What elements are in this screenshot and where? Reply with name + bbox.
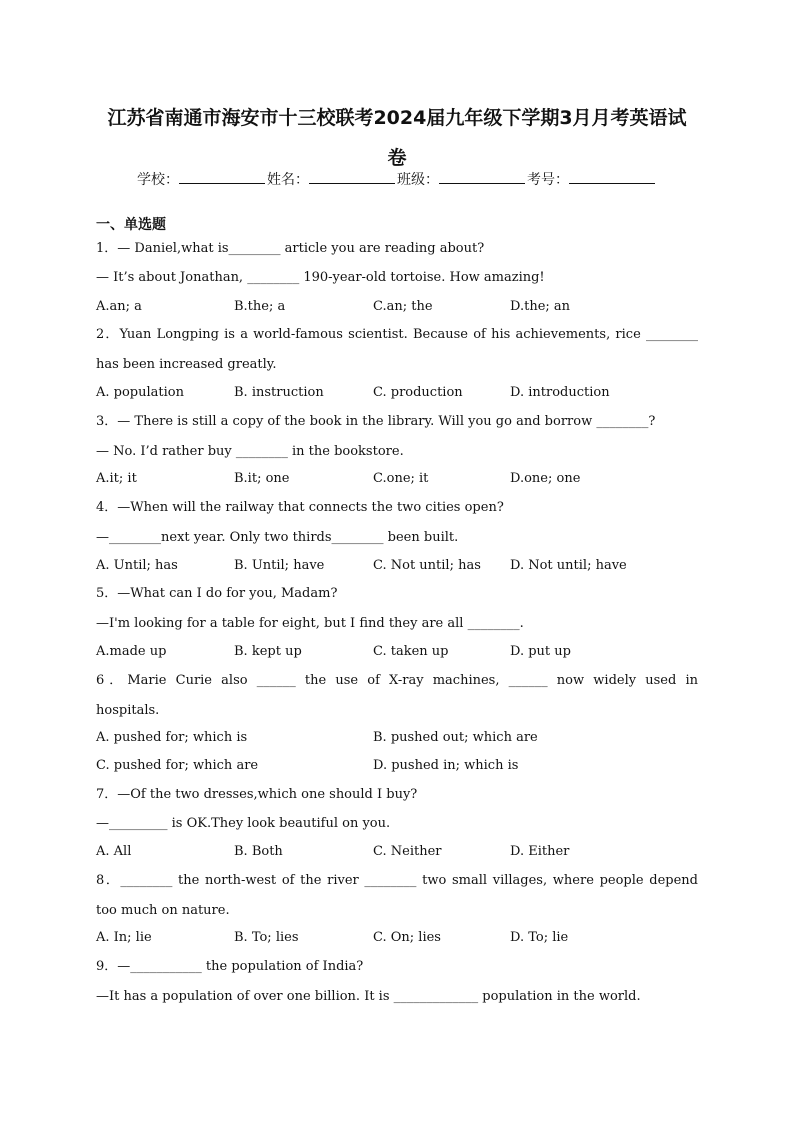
page-title — [90, 98, 704, 178]
question-7-option-b[interactable]: B. Both — [234, 844, 283, 859]
question-1-option-d[interactable]: D.the; an — [510, 299, 571, 314]
question-7-line-1: 7．—Of the two dresses,which one should I buy? — [96, 787, 418, 802]
question-1-option-a[interactable]: A.an; a — [96, 299, 142, 314]
question-5-option-d[interactable]: D. put up — [510, 644, 571, 659]
question-8-option-c[interactable]: C. On; lies — [373, 930, 441, 945]
question-2-option-b[interactable]: B. instruction — [234, 385, 324, 400]
question-8-option-a[interactable]: A. In; lie — [96, 930, 152, 945]
question-4-line-2: —________next year. Only two thirds________ been built. — [96, 530, 459, 545]
name-label: 姓名： — [267, 172, 309, 188]
question-8-line-1: 8．________ the north-west of the river ________ two small villages, where people depend — [96, 873, 698, 888]
question-9-line-2: —It has a population of over one billion. It is _____________ population in the world. — [96, 989, 641, 1004]
question-1-option-c[interactable]: C.an; the — [373, 299, 433, 314]
school-blank[interactable] — [179, 169, 265, 184]
question-3-line-1: 3．— There is still a copy of the book in the library. Will you go and borrow ________? — [96, 414, 656, 429]
question-8-line-2: too much on nature. — [96, 903, 230, 918]
question-4-option-b[interactable]: B. Until; have — [234, 558, 325, 573]
question-9-line-1: 9．—___________ the population of India? — [96, 959, 364, 974]
student-info-row — [0, 169, 794, 191]
question-6-line-2: hospitals. — [96, 703, 160, 718]
question-2-line-1: 2．Yuan Longping is a world-famous scientist. Because of his achievements, rice ________ — [96, 327, 698, 342]
question-6-option-a[interactable]: A. pushed for; which is — [96, 730, 248, 745]
question-8-option-b[interactable]: B. To; lies — [234, 930, 299, 945]
question-3-option-b[interactable]: B.it; one — [234, 471, 290, 486]
question-4-option-a[interactable]: A. Until; has — [96, 558, 178, 573]
question-7-option-c[interactable]: C. Neither — [373, 844, 442, 859]
question-3-line-2: — No. I’d rather buy ________ in the bookstore. — [96, 444, 404, 459]
class-blank[interactable] — [439, 169, 525, 184]
class-label: 班级： — [397, 172, 439, 188]
question-5-option-a[interactable]: A.made up — [96, 644, 167, 659]
question-2-option-a[interactable]: A. population — [96, 385, 184, 400]
question-7-option-d[interactable]: D. Either — [510, 844, 570, 859]
question-1-line-1: 1．— Daniel,what is________ article you are reading about? — [96, 241, 485, 256]
number-label: 考号： — [527, 172, 569, 188]
question-5-line-2: —I'm looking for a table for eight, but I find they are all ________. — [96, 616, 524, 631]
question-3-option-c[interactable]: C.one; it — [373, 471, 429, 486]
question-6-line-1: 6．Marie Curie also ______ the use of X-ray machines, ______ now widely used in — [96, 673, 698, 688]
question-8-option-d[interactable]: D. To; lie — [510, 930, 569, 945]
question-4-line-1: 4．—When will the railway that connects the two cities open? — [96, 500, 504, 515]
title-line-2: 卷 — [387, 147, 407, 169]
question-5-option-b[interactable]: B. kept up — [234, 644, 302, 659]
question-5-line-1: 5．—What can I do for you, Madam? — [96, 586, 338, 601]
number-blank[interactable] — [569, 169, 655, 184]
school-label: 学校： — [137, 172, 179, 188]
question-1-line-2: — It’s about Jonathan, ________ 190-year-old tortoise. How amazing! — [96, 270, 545, 285]
question-2-option-d[interactable]: D. introduction — [510, 385, 610, 400]
question-6-option-d[interactable]: D. pushed in; which is — [373, 758, 519, 773]
question-6-option-c[interactable]: C. pushed for; which are — [96, 758, 259, 773]
section-heading: 一、单选题 — [96, 217, 166, 233]
name-blank[interactable] — [309, 169, 395, 184]
question-6-option-b[interactable]: B. pushed out; which are — [373, 730, 538, 745]
question-4-option-c[interactable]: C. Not until; has — [373, 558, 481, 573]
question-2-option-c[interactable]: C. production — [373, 385, 463, 400]
question-3-option-a[interactable]: A.it; it — [96, 471, 137, 486]
question-1-option-b[interactable]: B.the; a — [234, 299, 286, 314]
question-2-line-2: has been increased greatly. — [96, 357, 277, 372]
question-7-line-2: —_________ is OK.They look beautiful on you. — [96, 816, 391, 831]
question-7-option-a[interactable]: A. All — [96, 844, 132, 859]
question-4-option-d[interactable]: D. Not until; have — [510, 558, 627, 573]
title-line-1: 江苏省南通市海安市十三校联考2024届九年级下学期3月月考英语试 — [107, 107, 687, 129]
question-5-option-c[interactable]: C. taken up — [373, 644, 449, 659]
question-3-option-d[interactable]: D.one; one — [510, 471, 581, 486]
